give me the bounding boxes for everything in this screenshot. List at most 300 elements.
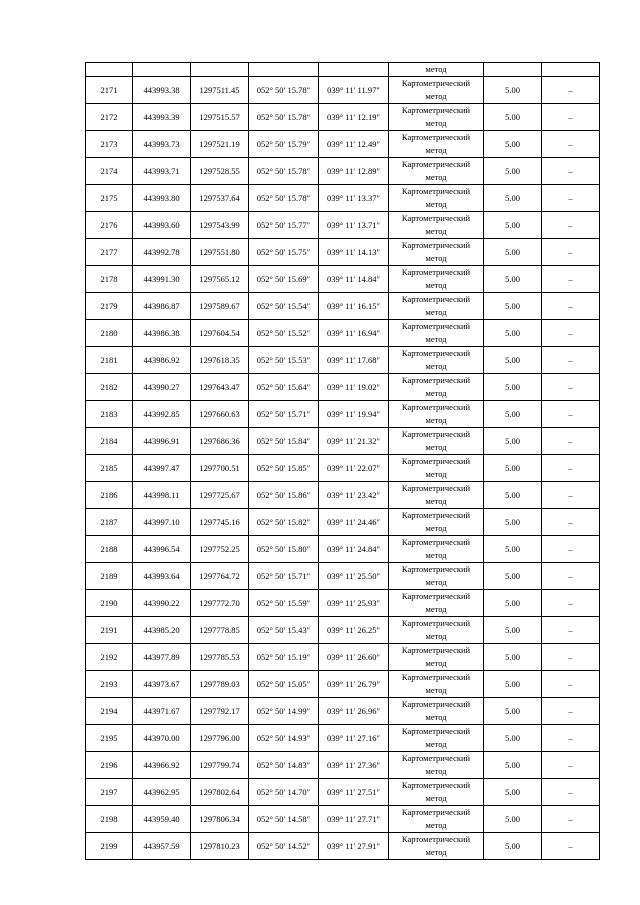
latitude-cell: 052° 50′ 15.54″ (249, 293, 319, 320)
latitude-cell: 052° 50′ 15.19″ (249, 644, 319, 671)
table-row (86, 806, 600, 833)
method-cell (389, 131, 484, 158)
point-number-cell: 2186 (86, 482, 133, 509)
method-line-1: Картометрический (401, 564, 471, 574)
y-coordinate-cell: 1297789.03 (191, 671, 249, 698)
longitude-cell: 039° 11′ 24.84″ (319, 536, 389, 563)
longitude-cell: 039° 11′ 19.94″ (319, 401, 389, 428)
accuracy-cell: 5.00 (484, 266, 542, 293)
method-line-2: метод (425, 253, 447, 263)
longitude-cell: 039° 11′ 26.96″ (319, 698, 389, 725)
table-row (86, 320, 600, 347)
accuracy-cell: 5.00 (484, 563, 542, 590)
cell-empty (191, 63, 249, 77)
point-number-cell: 2174 (86, 158, 133, 185)
y-coordinate-cell: 1297810.23 (191, 833, 249, 860)
table-row (86, 239, 600, 266)
method-line-1: Картометрический (401, 402, 471, 412)
method-cell (389, 644, 484, 671)
method-line-2: метод (425, 793, 447, 803)
x-coordinate-cell: 443986.38 (133, 320, 191, 347)
table-row (86, 212, 600, 239)
y-coordinate-cell: 1297792.17 (191, 698, 249, 725)
accuracy-cell: 5.00 (484, 401, 542, 428)
table-row (86, 293, 600, 320)
x-coordinate-cell: 443990.27 (133, 374, 191, 401)
method-line-2: метод (425, 145, 447, 155)
description-cell: – (542, 104, 600, 131)
x-coordinate-cell: 443957.59 (133, 833, 191, 860)
method-line-2: метод (425, 739, 447, 749)
y-coordinate-cell: 1297515.57 (191, 104, 249, 131)
y-coordinate-cell: 1297796.00 (191, 725, 249, 752)
accuracy-cell: 5.00 (484, 428, 542, 455)
latitude-cell: 052° 50′ 14.58″ (249, 806, 319, 833)
x-coordinate-cell: 443966.92 (133, 752, 191, 779)
method-cell (389, 77, 484, 104)
y-coordinate-cell: 1297551.80 (191, 239, 249, 266)
method-line-1: Картометрический (401, 618, 471, 628)
description-cell: – (542, 158, 600, 185)
method-line-2: метод (425, 820, 447, 830)
method-line-1: Картометрический (401, 348, 471, 358)
method-line-2: метод (425, 415, 447, 425)
method-cell (389, 347, 484, 374)
y-coordinate-cell: 1297764.72 (191, 563, 249, 590)
accuracy-cell: 5.00 (484, 455, 542, 482)
accuracy-cell: 5.00 (484, 131, 542, 158)
description-cell: – (542, 131, 600, 158)
table-row (86, 131, 600, 158)
description-cell: – (542, 590, 600, 617)
description-cell: – (542, 401, 600, 428)
longitude-cell: 039° 11′ 17.68″ (319, 347, 389, 374)
x-coordinate-cell: 443977.89 (133, 644, 191, 671)
method-line-1: Картометрический (401, 132, 471, 142)
method-line-1: Картометрический (401, 780, 471, 790)
x-coordinate-cell: 443996.91 (133, 428, 191, 455)
y-coordinate-cell: 1297589.67 (191, 293, 249, 320)
longitude-cell: 039° 11′ 14.13″ (319, 239, 389, 266)
description-cell: – (542, 806, 600, 833)
point-number-cell: 2185 (86, 455, 133, 482)
method-line-1: Картометрический (401, 159, 471, 169)
point-number-cell: 2194 (86, 698, 133, 725)
x-coordinate-cell: 443990.22 (133, 590, 191, 617)
x-coordinate-cell: 443962.95 (133, 779, 191, 806)
accuracy-cell: 5.00 (484, 293, 542, 320)
method-cell (389, 266, 484, 293)
point-number-cell: 2189 (86, 563, 133, 590)
method-line-1: Картометрический (401, 834, 471, 844)
description-cell: – (542, 374, 600, 401)
x-coordinate-cell: 443996.54 (133, 536, 191, 563)
method-line-2: метод (425, 766, 447, 776)
longitude-cell: 039° 11′ 27.91″ (319, 833, 389, 860)
x-coordinate-cell: 443993.64 (133, 563, 191, 590)
longitude-cell: 039° 11′ 27.36″ (319, 752, 389, 779)
point-number-cell: 2196 (86, 752, 133, 779)
y-coordinate-cell: 1297778.85 (191, 617, 249, 644)
table-row (86, 401, 600, 428)
method-line-1: Картометрический (401, 429, 471, 439)
method-line-2: метод (425, 469, 447, 479)
coordinates-table (85, 62, 600, 860)
longitude-cell: 039° 11′ 26.25″ (319, 617, 389, 644)
accuracy-cell: 5.00 (484, 104, 542, 131)
longitude-cell: 039° 11′ 11.97″ (319, 77, 389, 104)
method-line-2: метод (425, 496, 447, 506)
accuracy-cell: 5.00 (484, 482, 542, 509)
y-coordinate-cell: 1297686.36 (191, 428, 249, 455)
point-number-cell: 2176 (86, 212, 133, 239)
point-number-cell: 2182 (86, 374, 133, 401)
longitude-cell: 039° 11′ 22.07″ (319, 455, 389, 482)
method-line-2: метод (425, 280, 447, 290)
accuracy-cell: 5.00 (484, 77, 542, 104)
method-line-2: метод (425, 523, 447, 533)
table-row (86, 779, 600, 806)
description-cell: – (542, 779, 600, 806)
method-cell (389, 455, 484, 482)
method-cell (389, 752, 484, 779)
method-cell (389, 293, 484, 320)
latitude-cell: 052° 50′ 15.82″ (249, 509, 319, 536)
point-number-cell: 2184 (86, 428, 133, 455)
table-body (86, 63, 600, 860)
longitude-cell: 039° 11′ 24.46″ (319, 509, 389, 536)
table-row (86, 590, 600, 617)
method-line-1: Картометрический (401, 321, 471, 331)
y-coordinate-cell: 1297772.70 (191, 590, 249, 617)
description-cell: – (542, 536, 600, 563)
method-cell (389, 725, 484, 752)
point-number-cell: 2181 (86, 347, 133, 374)
latitude-cell: 052° 50′ 15.84″ (249, 428, 319, 455)
accuracy-cell: 5.00 (484, 779, 542, 806)
description-cell: – (542, 617, 600, 644)
description-cell: – (542, 347, 600, 374)
description-cell: – (542, 239, 600, 266)
method-line-1: Картометрический (401, 807, 471, 817)
longitude-cell: 039° 11′ 26.60″ (319, 644, 389, 671)
accuracy-cell: 5.00 (484, 185, 542, 212)
latitude-cell: 052° 50′ 14.93″ (249, 725, 319, 752)
accuracy-cell: 5.00 (484, 536, 542, 563)
point-number-cell: 2195 (86, 725, 133, 752)
point-number-cell: 2183 (86, 401, 133, 428)
y-coordinate-cell: 1297785.53 (191, 644, 249, 671)
latitude-cell: 052° 50′ 15.78″ (249, 158, 319, 185)
latitude-cell: 052° 50′ 15.78″ (249, 77, 319, 104)
accuracy-cell: 5.00 (484, 509, 542, 536)
point-number-cell: 2198 (86, 806, 133, 833)
method-line-2: метод (425, 847, 447, 857)
point-number-cell: 2193 (86, 671, 133, 698)
y-coordinate-cell: 1297511.45 (191, 77, 249, 104)
description-cell: – (542, 77, 600, 104)
description-cell: – (542, 563, 600, 590)
x-coordinate-cell: 443993.60 (133, 212, 191, 239)
x-coordinate-cell: 443986.92 (133, 347, 191, 374)
accuracy-cell: 5.00 (484, 698, 542, 725)
point-number-cell: 2175 (86, 185, 133, 212)
method-cell (389, 374, 484, 401)
accuracy-cell: 5.00 (484, 725, 542, 752)
accuracy-cell: 5.00 (484, 347, 542, 374)
description-cell: – (542, 320, 600, 347)
y-coordinate-cell: 1297660.63 (191, 401, 249, 428)
description-cell: – (542, 428, 600, 455)
table-row (86, 104, 600, 131)
description-cell: – (542, 698, 600, 725)
x-coordinate-cell: 443993.38 (133, 77, 191, 104)
x-coordinate-cell: 443993.73 (133, 131, 191, 158)
table-row (86, 347, 600, 374)
table-row (86, 428, 600, 455)
latitude-cell: 052° 50′ 15.78″ (249, 185, 319, 212)
y-coordinate-cell: 1297745.16 (191, 509, 249, 536)
method-line-1: Картометрический (401, 186, 471, 196)
method-line-1: Картометрический (401, 537, 471, 547)
longitude-cell: 039° 11′ 14.84″ (319, 266, 389, 293)
method-cell (389, 185, 484, 212)
table-row (86, 833, 600, 860)
latitude-cell: 052° 50′ 14.52″ (249, 833, 319, 860)
table-row-continuation (86, 63, 600, 77)
method-line-2: метод (425, 442, 447, 452)
accuracy-cell: 5.00 (484, 806, 542, 833)
cell-empty (133, 63, 191, 77)
latitude-cell: 052° 50′ 15.71″ (249, 401, 319, 428)
method-cell (389, 590, 484, 617)
point-number-cell: 2178 (86, 266, 133, 293)
method-cell (389, 401, 484, 428)
latitude-cell: 052° 50′ 15.78″ (249, 104, 319, 131)
method-cell (389, 509, 484, 536)
latitude-cell: 052° 50′ 15.69″ (249, 266, 319, 293)
y-coordinate-cell: 1297618.35 (191, 347, 249, 374)
table-row (86, 617, 600, 644)
accuracy-cell: 5.00 (484, 374, 542, 401)
point-number-cell: 2177 (86, 239, 133, 266)
description-cell: – (542, 212, 600, 239)
accuracy-cell: 5.00 (484, 590, 542, 617)
latitude-cell: 052° 50′ 15.59″ (249, 590, 319, 617)
method-line-2: метод (425, 199, 447, 209)
longitude-cell: 039° 11′ 25.93″ (319, 590, 389, 617)
cell-method-tail: метод (389, 63, 484, 77)
longitude-cell: 039° 11′ 12.19″ (319, 104, 389, 131)
accuracy-cell: 5.00 (484, 158, 542, 185)
longitude-cell: 039° 11′ 16.94″ (319, 320, 389, 347)
point-number-cell: 2187 (86, 509, 133, 536)
description-cell: – (542, 185, 600, 212)
table-row (86, 77, 600, 104)
method-line-2: метод (425, 550, 447, 560)
latitude-cell: 052° 50′ 15.52″ (249, 320, 319, 347)
cell-empty (319, 63, 389, 77)
description-cell: – (542, 455, 600, 482)
method-line-2: метод (425, 388, 447, 398)
latitude-cell: 052° 50′ 15.86″ (249, 482, 319, 509)
method-line-2: метод (425, 604, 447, 614)
description-cell: – (542, 482, 600, 509)
method-line-2: метод (425, 577, 447, 587)
method-cell (389, 698, 484, 725)
description-cell: – (542, 833, 600, 860)
method-cell (389, 779, 484, 806)
point-number-cell: 2188 (86, 536, 133, 563)
method-line-2: метод (425, 712, 447, 722)
longitude-cell: 039° 11′ 21.32″ (319, 428, 389, 455)
y-coordinate-cell: 1297752.25 (191, 536, 249, 563)
table-row (86, 158, 600, 185)
table-row (86, 536, 600, 563)
accuracy-cell: 5.00 (484, 212, 542, 239)
table-row (86, 698, 600, 725)
longitude-cell: 039° 11′ 23.42″ (319, 482, 389, 509)
accuracy-cell: 5.00 (484, 644, 542, 671)
table-row (86, 671, 600, 698)
method-cell (389, 104, 484, 131)
accuracy-cell: 5.00 (484, 320, 542, 347)
table-row (86, 725, 600, 752)
method-cell (389, 806, 484, 833)
x-coordinate-cell: 443993.71 (133, 158, 191, 185)
method-line-2: метод (425, 172, 447, 182)
table-row (86, 482, 600, 509)
latitude-cell: 052° 50′ 15.05″ (249, 671, 319, 698)
method-line-2: метод (425, 118, 447, 128)
accuracy-cell: 5.00 (484, 671, 542, 698)
cell-empty (484, 63, 542, 77)
y-coordinate-cell: 1297543.99 (191, 212, 249, 239)
latitude-cell: 052° 50′ 14.99″ (249, 698, 319, 725)
latitude-cell: 052° 50′ 15.75″ (249, 239, 319, 266)
longitude-cell: 039° 11′ 27.51″ (319, 779, 389, 806)
x-coordinate-cell: 443973.67 (133, 671, 191, 698)
longitude-cell: 039° 11′ 25.50″ (319, 563, 389, 590)
method-line-2: метод (425, 226, 447, 236)
method-line-1: Картометрический (401, 645, 471, 655)
method-line-1: Картометрический (401, 699, 471, 709)
method-line-1: Картометрический (401, 726, 471, 736)
point-number-cell: 2173 (86, 131, 133, 158)
method-cell (389, 239, 484, 266)
point-number-cell: 2192 (86, 644, 133, 671)
longitude-cell: 039° 11′ 12.49″ (319, 131, 389, 158)
table-row (86, 455, 600, 482)
method-line-1: Картометрический (401, 483, 471, 493)
latitude-cell: 052° 50′ 15.71″ (249, 563, 319, 590)
method-line-1: Картометрический (401, 753, 471, 763)
table-row (86, 752, 600, 779)
method-line-1: Картометрический (401, 105, 471, 115)
method-line-1: Картометрический (401, 294, 471, 304)
point-number-cell: 2199 (86, 833, 133, 860)
x-coordinate-cell: 443992.78 (133, 239, 191, 266)
method-line-1: Картометрический (401, 78, 471, 88)
description-cell: – (542, 671, 600, 698)
method-line-1: Картометрический (401, 240, 471, 250)
y-coordinate-cell: 1297565.12 (191, 266, 249, 293)
longitude-cell: 039° 11′ 26.79″ (319, 671, 389, 698)
x-coordinate-cell: 443986.87 (133, 293, 191, 320)
point-number-cell: 2172 (86, 104, 133, 131)
y-coordinate-cell: 1297806.34 (191, 806, 249, 833)
accuracy-cell: 5.00 (484, 833, 542, 860)
method-line-2: метод (425, 307, 447, 317)
method-cell (389, 617, 484, 644)
y-coordinate-cell: 1297799.74 (191, 752, 249, 779)
description-cell: – (542, 293, 600, 320)
method-line-2: метод (425, 334, 447, 344)
description-cell: – (542, 725, 600, 752)
method-line-1: Картометрический (401, 456, 471, 466)
point-number-cell: 2180 (86, 320, 133, 347)
method-cell (389, 536, 484, 563)
table-row (86, 509, 600, 536)
description-cell: – (542, 266, 600, 293)
description-cell: – (542, 644, 600, 671)
y-coordinate-cell: 1297700.51 (191, 455, 249, 482)
method-cell (389, 320, 484, 347)
y-coordinate-cell: 1297725.67 (191, 482, 249, 509)
point-number-cell: 2190 (86, 590, 133, 617)
x-coordinate-cell: 443993.39 (133, 104, 191, 131)
description-cell: – (542, 752, 600, 779)
cell-empty (86, 63, 133, 77)
method-line-2: метод (425, 685, 447, 695)
cell-empty (542, 63, 600, 77)
x-coordinate-cell: 443997.10 (133, 509, 191, 536)
latitude-cell: 052° 50′ 14.70″ (249, 779, 319, 806)
method-cell (389, 212, 484, 239)
y-coordinate-cell: 1297604.54 (191, 320, 249, 347)
x-coordinate-cell: 443991.30 (133, 266, 191, 293)
x-coordinate-cell: 443992.85 (133, 401, 191, 428)
method-line-2: метод (425, 361, 447, 371)
x-coordinate-cell: 443971.67 (133, 698, 191, 725)
x-coordinate-cell: 443985.20 (133, 617, 191, 644)
method-line-2: метод (425, 91, 447, 101)
longitude-cell: 039° 11′ 13.71″ (319, 212, 389, 239)
longitude-cell: 039° 11′ 27.16″ (319, 725, 389, 752)
method-line-1: Картометрический (401, 213, 471, 223)
point-number-cell: 2179 (86, 293, 133, 320)
method-line-1: Картометрический (401, 510, 471, 520)
latitude-cell: 052° 50′ 15.43″ (249, 617, 319, 644)
point-number-cell: 2191 (86, 617, 133, 644)
x-coordinate-cell: 443998.11 (133, 482, 191, 509)
y-coordinate-cell: 1297643.47 (191, 374, 249, 401)
y-coordinate-cell: 1297521.19 (191, 131, 249, 158)
method-line-1: Картометрический (401, 267, 471, 277)
x-coordinate-cell: 443959.40 (133, 806, 191, 833)
method-line-1: Картометрический (401, 375, 471, 385)
y-coordinate-cell: 1297802.64 (191, 779, 249, 806)
method-line-1: Картометрический (401, 672, 471, 682)
latitude-cell: 052° 50′ 15.85″ (249, 455, 319, 482)
y-coordinate-cell: 1297528.55 (191, 158, 249, 185)
method-line-2: метод (425, 631, 447, 641)
method-cell (389, 158, 484, 185)
method-cell (389, 671, 484, 698)
description-cell: – (542, 509, 600, 536)
table-row (86, 266, 600, 293)
longitude-cell: 039° 11′ 13.37″ (319, 185, 389, 212)
